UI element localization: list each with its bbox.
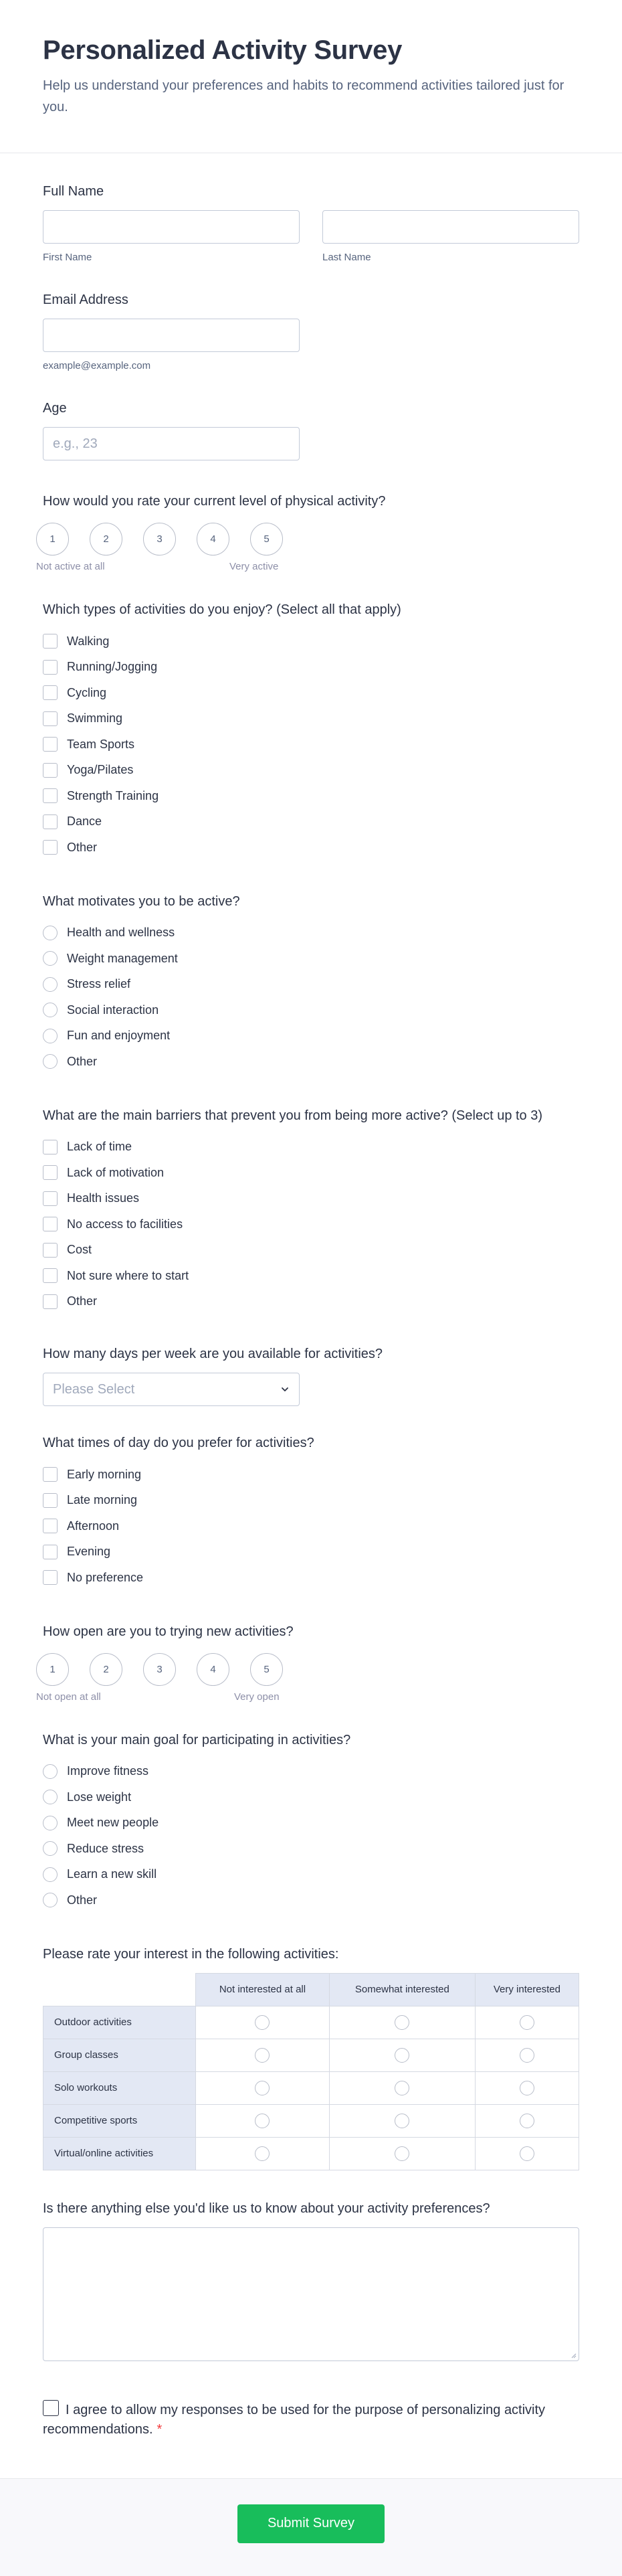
matrix-row: [43, 2071, 579, 2104]
checkbox-option[interactable]: Health issues: [43, 1186, 579, 1212]
radio-option[interactable]: Lose weight: [43, 1784, 579, 1810]
goal-label: What is your main goal for participating in activities?: [43, 1732, 351, 1747]
checkbox-option[interactable]: Strength Training: [43, 783, 579, 809]
checkbox[interactable]: [43, 1294, 58, 1309]
checkbox[interactable]: [43, 1217, 58, 1231]
checkbox-option[interactable]: No preference: [43, 1565, 579, 1591]
email-sublabel: example@example.com: [43, 360, 151, 371]
radio-option[interactable]: Improve fitness: [43, 1759, 579, 1785]
matrix-radio[interactable]: [520, 2081, 534, 2095]
checkbox-option[interactable]: Dance: [43, 809, 579, 835]
matrix-row-label: Virtual/online activities: [43, 2137, 196, 2170]
radio-button[interactable]: [43, 926, 58, 940]
checkbox-option[interactable]: No access to facilities: [43, 1211, 579, 1237]
first-name-input[interactable]: [43, 210, 300, 244]
matrix-row-label: Solo workouts: [43, 2071, 196, 2104]
radio-option[interactable]: Fun and enjoyment: [43, 1023, 579, 1049]
checkbox[interactable]: [43, 840, 58, 855]
radio-option[interactable]: Stress relief: [43, 972, 579, 998]
email-label: Email Address: [43, 292, 128, 307]
matrix-radio[interactable]: [255, 2048, 270, 2063]
checkbox[interactable]: [43, 685, 58, 700]
scale-high-label: Very open: [234, 1691, 280, 1703]
radio-option[interactable]: Weight management: [43, 946, 579, 972]
matrix-row-label: Group classes: [43, 2039, 196, 2071]
scale-option-4[interactable]: 4: [197, 523, 229, 555]
checkbox[interactable]: [43, 1243, 58, 1258]
checkbox[interactable]: [43, 1570, 58, 1585]
openness-question: [36, 1591, 579, 1705]
matrix-radio[interactable]: [255, 2015, 270, 2030]
checkbox[interactable]: [43, 1519, 58, 1533]
goal-question: [43, 1705, 579, 1913]
matrix-radio[interactable]: [520, 2114, 534, 2128]
matrix-row-label: Competitive sports: [43, 2104, 196, 2137]
activity-types-label: Which types of activities do you enjoy? (Select all that apply): [43, 602, 401, 617]
days-question: [43, 1314, 579, 1406]
matrix-radio[interactable]: [395, 2114, 409, 2128]
matrix-row-label: Outdoor activities: [43, 2006, 196, 2039]
matrix-row: [43, 2137, 579, 2170]
scale-option-5[interactable]: 5: [250, 1653, 283, 1686]
resize-handle-icon[interactable]: [570, 2352, 577, 2358]
checkbox-option[interactable]: Yoga/Pilates: [43, 758, 579, 784]
times-label: What times of day do you prefer for activities?: [43, 1436, 314, 1450]
comments-label: Is there anything else you'd like us to know about your activity preferences?: [43, 2201, 490, 2216]
radio-button[interactable]: [43, 1764, 58, 1779]
matrix-radio[interactable]: [255, 2114, 270, 2128]
days-select[interactable]: [43, 1373, 300, 1406]
checkbox[interactable]: [43, 1191, 58, 1206]
checkbox-option[interactable]: Cycling: [43, 680, 579, 706]
comments-textarea[interactable]: [43, 2227, 579, 2361]
matrix-label: Please rate your interest in the following activities:: [43, 1946, 339, 1962]
submit-button[interactable]: Submit Survey: [237, 2504, 385, 2543]
checkbox[interactable]: [43, 788, 58, 803]
checkbox[interactable]: [43, 1165, 58, 1180]
scale-option-2[interactable]: 2: [90, 523, 122, 555]
checkbox-option[interactable]: Afternoon: [43, 1513, 579, 1539]
barriers-question: [43, 1075, 579, 1315]
consent-checkbox[interactable]: [43, 2400, 59, 2416]
checkbox[interactable]: [43, 1493, 58, 1508]
interest-matrix-question: [43, 1913, 579, 2170]
matrix-radio[interactable]: [520, 2015, 534, 2030]
checkbox-option[interactable]: Other: [43, 835, 579, 861]
checkbox-option[interactable]: Swimming: [43, 706, 579, 732]
last-name-sublabel: Last Name: [322, 252, 371, 263]
radio-option[interactable]: Other: [43, 1887, 579, 1913]
days-label: How many days per week are you available for activities?: [43, 1347, 383, 1361]
checkbox[interactable]: [43, 814, 58, 829]
motivation-question: [43, 861, 579, 1075]
radio-button[interactable]: [43, 1003, 58, 1017]
scale-low-label: Not active at all: [36, 561, 105, 572]
matrix-row: [43, 2104, 579, 2137]
radio-option[interactable]: Other: [43, 1049, 579, 1075]
checkbox[interactable]: [43, 737, 58, 752]
consent-text: I agree to allow my responses to be used for the purpose of personalizing activity recommendations.: [43, 2402, 546, 2437]
matrix-radio[interactable]: [395, 2081, 409, 2095]
matrix-column-header: Somewhat interested: [329, 1973, 475, 2006]
checkbox-option[interactable]: Other: [43, 1289, 579, 1315]
barriers-label: What are the main barriers that prevent you from being more active? (Select up to 3): [43, 1108, 543, 1123]
matrix-radio[interactable]: [395, 2146, 409, 2161]
checkbox[interactable]: [43, 1268, 58, 1283]
checkbox-option[interactable]: Walking: [43, 628, 579, 655]
checkbox-option[interactable]: Early morning: [43, 1462, 579, 1488]
matrix-radio[interactable]: [395, 2015, 409, 2030]
radio-button[interactable]: [43, 1816, 58, 1830]
email-question: [43, 263, 579, 371]
activity-types-question: [43, 574, 579, 861]
times-question: [43, 1406, 579, 1591]
matrix-radio[interactable]: [255, 2146, 270, 2161]
radio-button[interactable]: [43, 951, 58, 966]
full-name-label: Full Name: [43, 184, 104, 199]
scale-high-label: Very active: [229, 561, 279, 572]
scale-option-1[interactable]: 1: [36, 523, 69, 555]
radio-button[interactable]: [43, 1867, 58, 1882]
checkbox[interactable]: [43, 1467, 58, 1482]
age-question: [43, 371, 579, 460]
radio-option[interactable]: Social interaction: [43, 997, 579, 1023]
checkbox[interactable]: [43, 634, 58, 649]
openness-label: How open are you to trying new activities?: [43, 1624, 294, 1639]
age-label: Age: [43, 401, 67, 416]
matrix-row: [43, 2006, 579, 2039]
scale-option-1[interactable]: 1: [36, 1653, 69, 1686]
checkbox-option[interactable]: Team Sports: [43, 732, 579, 758]
matrix-column-header: Very interested: [475, 1973, 579, 2006]
scale-low-label: Not open at all: [36, 1691, 101, 1703]
checkbox[interactable]: [43, 711, 58, 726]
checkbox-option[interactable]: Lack of time: [43, 1134, 579, 1161]
radio-button[interactable]: [43, 1841, 58, 1856]
checkbox-option[interactable]: Running/Jogging: [43, 655, 579, 681]
checkbox[interactable]: [43, 660, 58, 675]
activity-level-label: How would you rate your current level of physical activity?: [43, 494, 386, 509]
matrix-radio[interactable]: [395, 2048, 409, 2063]
age-input[interactable]: [43, 427, 300, 460]
matrix-radio[interactable]: [520, 2048, 534, 2063]
scale-option-3[interactable]: 3: [143, 523, 176, 555]
scale-option-4[interactable]: 4: [197, 1653, 229, 1686]
checkbox[interactable]: [43, 763, 58, 778]
days-select-placeholder: Please Select: [53, 1381, 135, 1397]
radio-button[interactable]: [43, 1029, 58, 1043]
comments-question: [43, 2170, 579, 2361]
checkbox[interactable]: [43, 1545, 58, 1559]
form-footer: [0, 2478, 622, 2576]
checkbox-option[interactable]: Late morning: [43, 1488, 579, 1514]
openness-scale: [36, 1650, 579, 1686]
chevron-down-icon: [280, 1385, 290, 1394]
checkbox-option[interactable]: Not sure where to start: [43, 1263, 579, 1289]
full-name-question: [43, 153, 579, 263]
radio-button[interactable]: [43, 1054, 58, 1069]
form-description: Help us understand your preferences and habits to recommend activities tailored just for you.: [43, 78, 564, 114]
radio-button[interactable]: [43, 1893, 58, 1907]
last-name-input[interactable]: [322, 210, 579, 244]
radio-button[interactable]: [43, 977, 58, 992]
matrix-corner: [43, 1973, 196, 2006]
radio-option[interactable]: Learn a new skill: [43, 1862, 579, 1888]
matrix-radio[interactable]: [520, 2146, 534, 2161]
consent-question: [43, 2361, 579, 2478]
interest-matrix: [43, 1973, 579, 2170]
matrix-row: [43, 2039, 579, 2071]
motivation-label: What motivates you to be active?: [43, 893, 240, 909]
required-asterisk: *: [157, 2421, 163, 2437]
radio-button[interactable]: [43, 1790, 58, 1804]
checkbox[interactable]: [43, 1140, 58, 1154]
activity-level-question: [36, 460, 579, 574]
checkbox-option[interactable]: Evening: [43, 1539, 579, 1565]
matrix-radio[interactable]: [255, 2081, 270, 2095]
scale-option-2[interactable]: 2: [90, 1653, 122, 1686]
radio-option[interactable]: Meet new people: [43, 1810, 579, 1836]
radio-option[interactable]: Reduce stress: [43, 1836, 579, 1862]
email-input[interactable]: [43, 319, 300, 352]
first-name-sublabel: First Name: [43, 252, 92, 263]
form-title: Personalized Activity Survey: [43, 35, 403, 65]
matrix-column-header: Not interested at all: [196, 1973, 330, 2006]
checkbox-option[interactable]: Cost: [43, 1237, 579, 1264]
form-header: [0, 0, 622, 153]
scale-option-5[interactable]: 5: [250, 523, 283, 555]
scale-option-3[interactable]: 3: [143, 1653, 176, 1686]
activity-level-scale: [36, 520, 579, 555]
checkbox-option[interactable]: Lack of motivation: [43, 1160, 579, 1186]
radio-option[interactable]: Health and wellness: [43, 920, 579, 946]
